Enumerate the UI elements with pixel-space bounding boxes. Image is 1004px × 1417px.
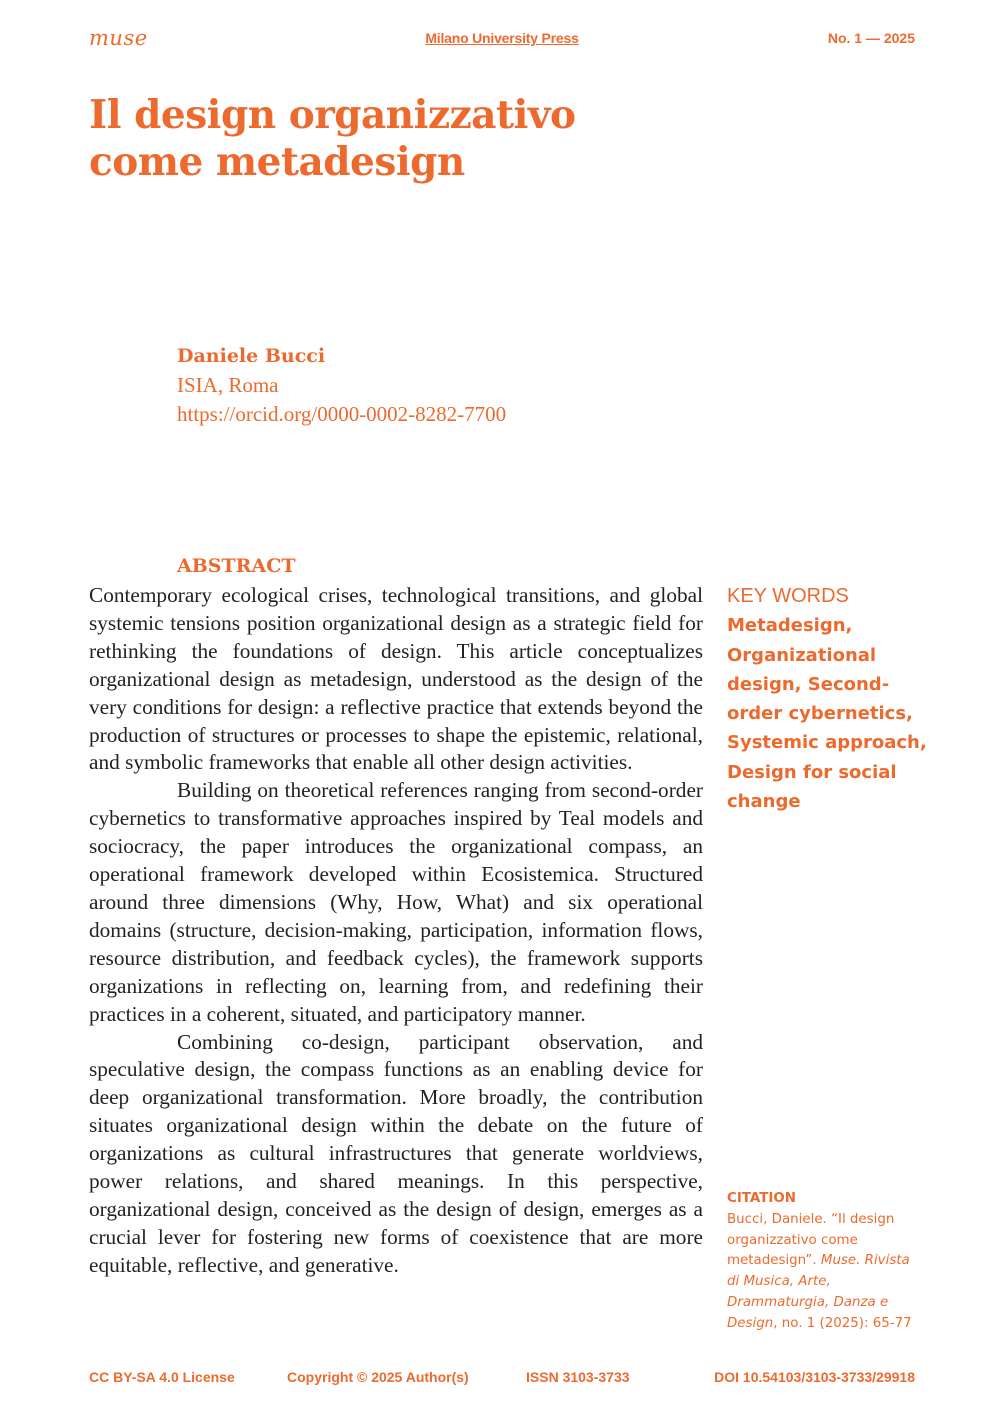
- citation-text: [727, 1210, 922, 1335]
- article-title: [89, 92, 576, 186]
- citation-text-before: Bucci, Daniele. “Il design organizzativo come metadesign”.: [727, 1211, 895, 1269]
- footer-issn: ISSN 3103-3733: [526, 1369, 630, 1385]
- publisher-link-text[interactable]: Milano University Press: [425, 30, 579, 46]
- footer-copyright: Copyright © 2025 Author(s): [287, 1369, 469, 1385]
- keywords-list: Metadesign, Organizational design, Second-order cybernetics, Systemic approach, Design for social change: [727, 615, 927, 813]
- citation-text-after: , no. 1 (2025): 65-77: [773, 1315, 912, 1331]
- footer-doi[interactable]: DOI 10.54103/3103-3733/29918: [714, 1369, 915, 1385]
- title-line-2: come metadesign: [89, 139, 465, 185]
- abstract-paragraph-2: Building on theoretical references ranging from second-order cybernetics to transformative approaches inspired by Teal models and sociocracy, the paper introduces the organizational compass, an operational framework developed within Ecosistemica. Structured around three dimensions (Why, How, What) and six operational domains (structure, decision-making, participation, information flows, resource distribution, and feedback cycles), the framework supports organizations in reflecting on, learning from, and redefining their practices in a coherent, situated, and participatory manner.: [89, 778, 703, 1026]
- author-name: Daniele Bucci: [177, 345, 326, 367]
- journal-logo: muse: [89, 26, 148, 50]
- title-line-1: Il design organizzativo: [89, 92, 576, 138]
- abstract-paragraph-1: Contemporary ecological crises, technological transitions, and global systemic tensions position organizational design as a strategic field for rethinking the foundations of design. This article conceptualizes organizational design as metadesign, understood as the design of the very conditions for design: a reflective practice that extends beyond the production of structures or processes to shape the epistemic, relational, and symbolic frameworks that enable all other design activities.: [89, 583, 703, 775]
- keywords-block: [727, 582, 927, 816]
- author-orcid-link[interactable]: https://orcid.org/0000-0002-8282-7700: [177, 402, 507, 426]
- author-block: [177, 342, 506, 429]
- abstract-body: [89, 582, 703, 1280]
- citation-heading: CITATION: [727, 1191, 796, 1206]
- keywords-heading: KEY WORDS: [727, 585, 849, 607]
- author-affiliation: ISIA, Roma: [177, 373, 279, 397]
- footer-license[interactable]: CC BY-SA 4.0 License: [89, 1369, 235, 1385]
- abstract-paragraph-3: Combining co-design, participant observation, and speculative design, the compass functions as an enabling device for deep organizational transformation. More broadly, the contribution situates organizational design within the debate on the future of organizations as cultural infrastructures that generate worldviews, power relations, and shared meanings. In this perspective, organizational design, conceived as the design of design, emerges as a crucial lever for fostering new forms of coexistence that are more equitable, reflective, and generative.: [89, 1029, 703, 1277]
- abstract-heading: ABSTRACT: [177, 555, 296, 577]
- citation-journal: Muse. Rivista di Musica, Arte, Drammaturgia, Danza e Design: [727, 1253, 910, 1331]
- issue-number: No. 1 — 2025: [827, 30, 915, 46]
- citation-block: [727, 1189, 922, 1335]
